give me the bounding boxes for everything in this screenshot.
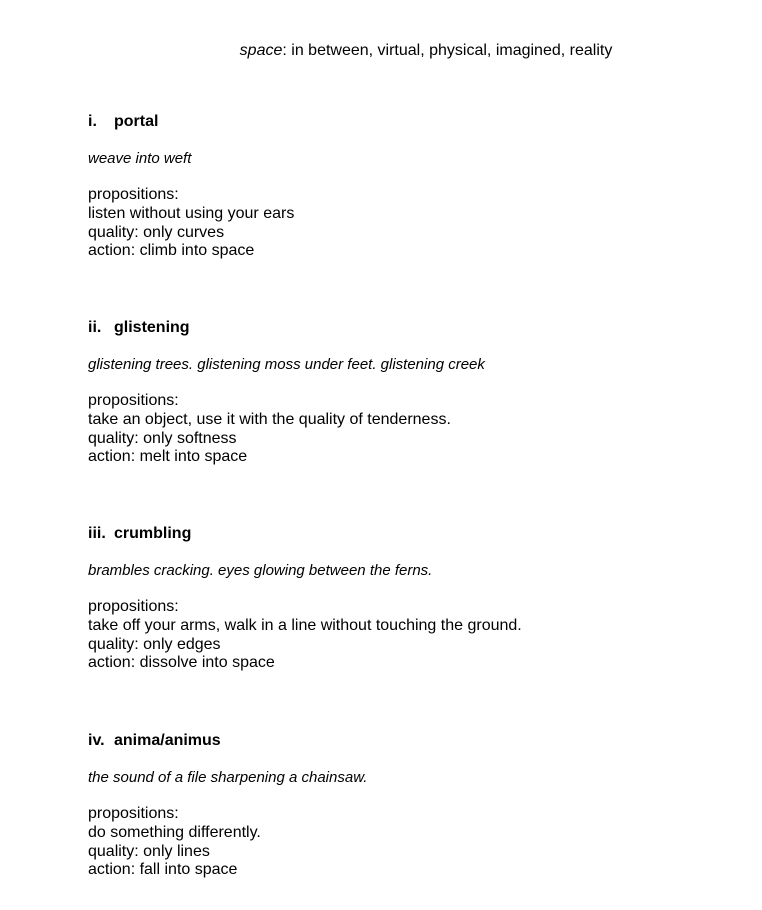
propositions-label: propositions: (88, 392, 179, 409)
proposition-text: listen without using your ears (88, 204, 295, 222)
action-text: action: fall into space (88, 861, 238, 879)
proposition-text: take an object, use it with the quality of tenderness. (88, 410, 451, 428)
propositions-label: propositions: (88, 805, 179, 822)
section-heading (88, 112, 728, 131)
section-subtitle: weave into weft (88, 150, 192, 167)
title-term: space (239, 42, 283, 59)
section-heading (88, 731, 728, 750)
section-anima-animus (88, 731, 728, 880)
document-title (0, 41, 762, 60)
section-subtitle: the sound of a file sharpening a chainsaw. (88, 769, 368, 786)
section-numeral: i. (88, 113, 97, 130)
section-heading (88, 524, 728, 543)
section-numeral: ii. (88, 319, 102, 336)
quality-text: quality: only lines (88, 842, 210, 860)
action-text: action: melt into space (88, 448, 248, 466)
title-rest: : in between, virtual, physical, imagined, reality (282, 42, 613, 59)
section-crumbling (88, 524, 728, 673)
action-text: action: climb into space (88, 242, 255, 260)
quality-text: quality: only softness (88, 429, 237, 447)
section-propositions (88, 186, 728, 261)
section-portal (88, 112, 728, 261)
section-title: anima/animus (114, 732, 221, 749)
section-title: portal (114, 113, 159, 130)
section-heading (88, 318, 728, 337)
proposition-text: do something differently. (88, 823, 261, 841)
section-title: crumbling (114, 525, 192, 542)
action-text: action: dissolve into space (88, 654, 275, 672)
section-subtitle: brambles cracking. eyes glowing between the ferns. (88, 562, 433, 579)
section-numeral: iii. (88, 525, 106, 542)
section-propositions (88, 598, 728, 673)
section-propositions (88, 805, 728, 880)
quality-text: quality: only curves (88, 223, 225, 241)
section-subtitle: glistening trees. glistening moss under feet. glistening creek (88, 356, 485, 373)
section-numeral: iv. (88, 732, 105, 749)
proposition-text: take off your arms, walk in a line without touching the ground. (88, 616, 522, 634)
section-propositions (88, 392, 728, 467)
section-title: glistening (114, 319, 190, 336)
propositions-label: propositions: (88, 186, 179, 203)
section-glistening (88, 318, 728, 467)
quality-text: quality: only edges (88, 635, 221, 653)
propositions-label: propositions: (88, 598, 179, 615)
